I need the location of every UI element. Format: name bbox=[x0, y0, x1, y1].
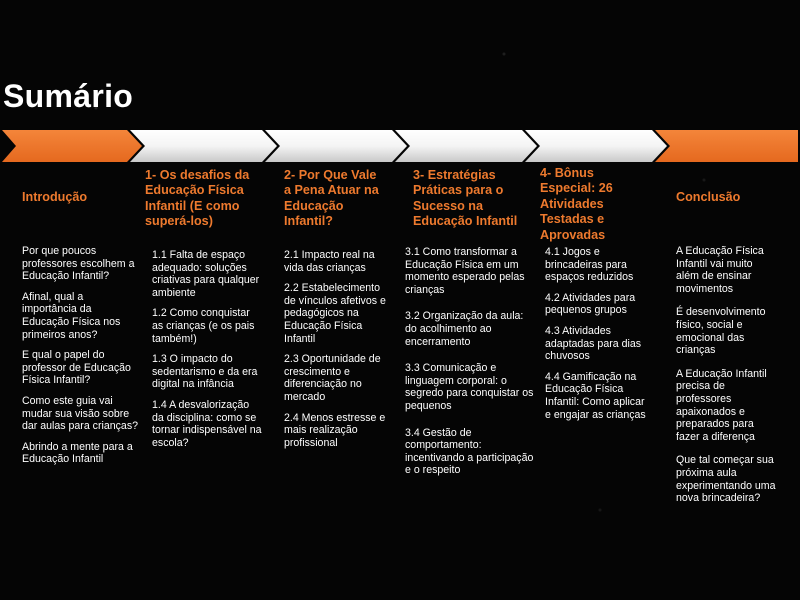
list-item: 1.2 Como conquistar as crianças (e os pais também!) bbox=[152, 307, 255, 345]
chevron-segment-3 bbox=[395, 130, 537, 162]
list-item: E qual o papel do professor de Educação Física Infantil? bbox=[22, 349, 131, 387]
list-item: 2.2 Estabelecimento de vínculos afetivos e pedagógicos na Educação Física Infantil bbox=[284, 282, 386, 345]
chevron-segment-2 bbox=[265, 130, 407, 162]
list-item: 4.3 Atividades adaptadas para dias chuvosos bbox=[545, 324, 642, 363]
list-item: Que tal começar sua próxima aula experimentando uma nova brincadeira? bbox=[676, 454, 776, 505]
list-item: 3.4 Gestão de comportamento: incentivando a participação e o respeito bbox=[405, 426, 534, 477]
section-4-heading: 4- Bônus Especial: 26 Atividades Testadas e Aprovadas bbox=[540, 166, 613, 242]
section-3-list bbox=[405, 246, 535, 485]
list-item: É desenvolvimento físico, social e emocional das crianças bbox=[676, 306, 766, 357]
section-4-list bbox=[545, 246, 649, 429]
section-intro-heading: Introdução bbox=[22, 190, 88, 204]
list-item: 2.1 Impacto real na vida das crianças bbox=[284, 249, 375, 274]
list-item: A Educação Física Infantil vai muito além de ensinar movimentos bbox=[676, 245, 764, 295]
list-item: Abrindo a mente para a Educação Infantil bbox=[22, 440, 133, 466]
list-item: A Educação Infantil precisa de professores apaixonados e preparados para fazer a diferença bbox=[676, 367, 767, 443]
list-item: 2.3 Oportunidade de crescimento e diferenciação no mercado bbox=[284, 353, 381, 403]
section-intro-list bbox=[22, 245, 140, 474]
list-item: 3.3 Comunicação e linguagem corporal: o segredo para conquistar os pequenos bbox=[405, 362, 534, 412]
list-item: 2.4 Menos estresse e mais realização profissional bbox=[284, 411, 386, 449]
section-conclusion-list bbox=[676, 245, 776, 513]
section-1-list bbox=[152, 249, 262, 457]
chevron-segment-4 bbox=[525, 130, 667, 162]
list-item: 4.2 Atividades para pequenos grupos bbox=[545, 291, 636, 317]
chevron-segment-1 bbox=[130, 130, 277, 162]
page-title: Sumário bbox=[3, 78, 134, 114]
timeline-arrow-bar bbox=[0, 130, 800, 162]
list-item: 1.3 O impacto do sedentarismo e da era digital na infância bbox=[152, 353, 258, 391]
section-1-heading: 1- Os desafios da Educação Física Infantil (E como superá-los) bbox=[145, 168, 250, 229]
list-item: Por que poucos professores escolhem a Educação Infantil? bbox=[22, 245, 135, 283]
section-3-heading: 3- Estratégias Práticas para o Sucesso na Educação Infantil bbox=[413, 168, 518, 229]
section-2-heading: 2- Por Que Vale a Pena Atuar na Educação Infantil? bbox=[284, 168, 379, 229]
list-item: Afinal, qual a importância da Educação Física nos primeiros anos? bbox=[22, 290, 121, 341]
list-item: 4.4 Gamificação na Educação Física Infantil: Como aplicar e engajar as crianças bbox=[545, 370, 646, 421]
list-item: 3.1 Como transformar a Educação Física em um momento esperado pelas crianças bbox=[405, 246, 525, 296]
list-item: 1.1 Falta de espaço adequado: soluções criativas para qualquer ambiente bbox=[152, 249, 260, 299]
list-item: 3.2 Organização da aula: do acolhimento ao encerramento bbox=[405, 310, 524, 348]
chevron-segment-conclusion bbox=[655, 130, 798, 162]
list-item: 1.4 A desvalorização da disciplina: como se tornar indispensável na escola? bbox=[152, 398, 262, 449]
list-item: Como este guia vai mudar sua visão sobre dar aulas para crianças? bbox=[22, 394, 139, 433]
section-conclusion-heading: Conclusão bbox=[676, 190, 741, 204]
section-2-list bbox=[284, 249, 392, 457]
chevron-segment-intro bbox=[2, 130, 142, 162]
list-item: 4.1 Jogos e brincadeiras para espaços reduzidos bbox=[545, 246, 634, 284]
